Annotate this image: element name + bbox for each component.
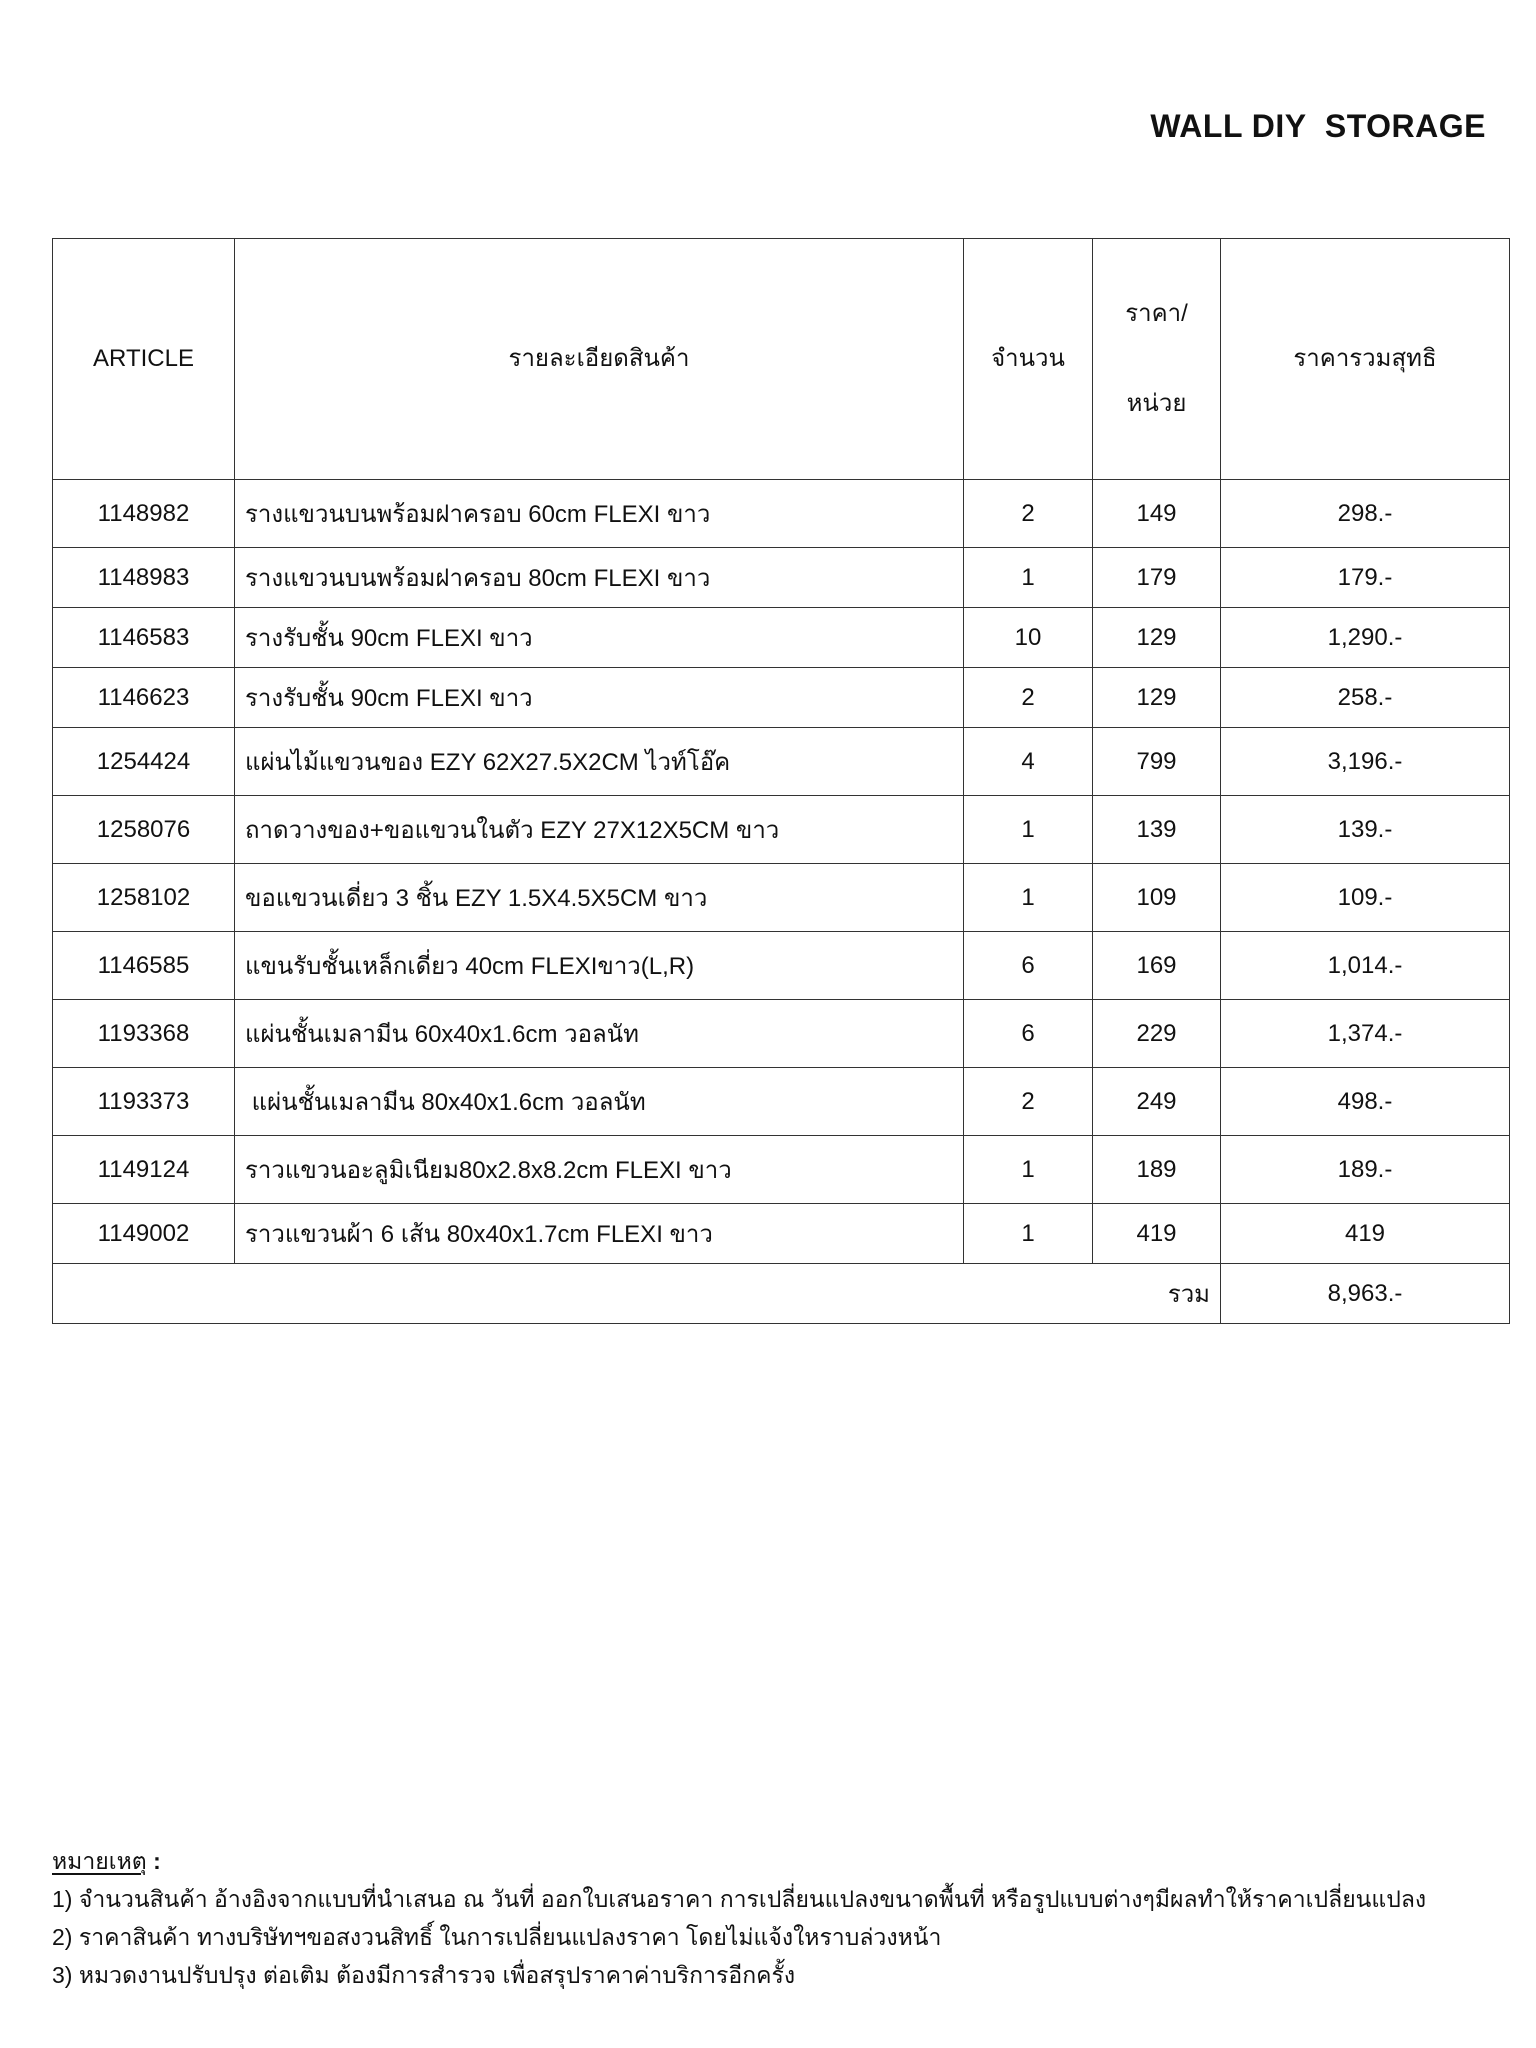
cell-article: 1148983 (53, 548, 235, 608)
cell-total: 189.- (1221, 1136, 1510, 1204)
cell-article: 1146623 (53, 668, 235, 728)
cell-article: 1193373 (53, 1068, 235, 1136)
cell-description: รางแขวนบนพร้อมฝาครอบ 80cm FLEXI ขาว (235, 548, 964, 608)
cell-article: 1146585 (53, 932, 235, 1000)
cell-description: แผ่นไม้แขวนของ EZY 62X27.5X2CM ไวท์โอ๊ค (235, 728, 964, 796)
cell-unit-price: 129 (1093, 668, 1221, 728)
cell-description: แผ่นชั้นเมลามีน 80x40x1.6cm วอลนัท (235, 1068, 964, 1136)
cell-total: 298.- (1221, 480, 1510, 548)
table-row (53, 1068, 1510, 1136)
cell-total: 419 (1221, 1204, 1510, 1264)
cell-unit-price: 169 (1093, 932, 1221, 1000)
table-row (53, 728, 1510, 796)
cell-description: ถาดวางของ+ขอแขวนในตัว EZY 27X12X5CM ขาว (235, 796, 964, 864)
total-label: รวม (53, 1264, 1221, 1324)
cell-qty: 6 (964, 1000, 1093, 1068)
cell-description: ราวแขวนผ้า 6 เส้น 80x40x1.7cm FLEXI ขาว (235, 1204, 964, 1264)
table-row (53, 1000, 1510, 1068)
cell-unit-price: 419 (1093, 1204, 1221, 1264)
cell-total: 139.- (1221, 796, 1510, 864)
table-row (53, 668, 1510, 728)
cell-qty: 1 (964, 548, 1093, 608)
cell-qty: 1 (964, 864, 1093, 932)
cell-total: 258.- (1221, 668, 1510, 728)
cell-qty: 2 (964, 668, 1093, 728)
cell-description: แผ่นชั้นเมลามีน 60x40x1.6cm วอลนัท (235, 1000, 964, 1068)
cell-qty: 1 (964, 1204, 1093, 1264)
cell-total: 498.- (1221, 1068, 1510, 1136)
cell-total: 1,014.- (1221, 932, 1510, 1000)
cell-article: 1193368 (53, 1000, 235, 1068)
table-row (53, 932, 1510, 1000)
header-unit-price-line1: ราคา/ (1125, 300, 1188, 327)
cell-total: 3,196.- (1221, 728, 1510, 796)
cell-article: 1258102 (53, 864, 235, 932)
cell-qty: 6 (964, 932, 1093, 1000)
cell-unit-price: 129 (1093, 608, 1221, 668)
table-row (53, 864, 1510, 932)
note-item: 2) ราคาสินค้า ทางบริษัทฯขอสงวนสิทธิ์ ในการเปลี่ยนแปลงราคา โดยไม่แจ้งใหราบล่วงหน้า (52, 1924, 942, 1950)
cell-unit-price: 229 (1093, 1000, 1221, 1068)
cell-description: รางรับชั้น 90cm FLEXI ขาว (235, 668, 964, 728)
quotation-table (52, 238, 1510, 1324)
note-item: 1) จำนวนสินค้า อ้างอิงจากแบบที่นำเสนอ ณ วันที่ ออกใบเสนอราคา การเปลี่ยนแปลงขนาดพื้นที่ หรือรูปแบบต่างๆมีผลทำให้ราคาเปลี่ยนแปลง (52, 1886, 1427, 1912)
header-net-total: ราคารวมสุทธิ (1221, 239, 1510, 480)
cell-unit-price: 139 (1093, 796, 1221, 864)
cell-unit-price: 149 (1093, 480, 1221, 548)
cell-article: 1149002 (53, 1204, 235, 1264)
table-row (53, 480, 1510, 548)
cell-unit-price: 799 (1093, 728, 1221, 796)
cell-article: 1148982 (53, 480, 235, 548)
document-title: WALL DIY STORAGE (1150, 108, 1486, 144)
notes-section (52, 1842, 1492, 1994)
table-row (53, 548, 1510, 608)
cell-unit-price: 189 (1093, 1136, 1221, 1204)
table-row (53, 1204, 1510, 1264)
header-qty: จำนวน (964, 239, 1093, 480)
cell-total: 1,374.- (1221, 1000, 1510, 1068)
cell-description: ขอแขวนเดี่ยว 3 ชิ้น EZY 1.5X4.5X5CM ขาว (235, 864, 964, 932)
note-item: 3) หมวดงานปรับปรุง ต่อเติม ต้องมีการสำรวจ เพื่อสรุปราคาค่าบริการอีกครั้ง (52, 1962, 796, 1988)
notes-heading-colon: : (146, 1848, 161, 1874)
cell-description: แขนรับชั้นเหล็กเดี่ยว 40cm FLEXIขาว(L,R) (235, 932, 964, 1000)
header-description: รายละเอียดสินค้า (235, 239, 964, 480)
header-unit-price-line2: หน่วย (1126, 390, 1187, 417)
cell-total: 109.- (1221, 864, 1510, 932)
cell-qty: 10 (964, 608, 1093, 668)
cell-qty: 1 (964, 796, 1093, 864)
header-unit-price (1093, 239, 1221, 480)
table-header-row (53, 239, 1510, 480)
cell-article: 1254424 (53, 728, 235, 796)
table-row (53, 1136, 1510, 1204)
cell-article: 1258076 (53, 796, 235, 864)
cell-qty: 2 (964, 1068, 1093, 1136)
notes-heading (52, 1842, 1492, 1880)
cell-qty: 1 (964, 1136, 1093, 1204)
notes-heading-text: หมายเหตุ (52, 1848, 147, 1874)
cell-unit-price: 249 (1093, 1068, 1221, 1136)
cell-article: 1149124 (53, 1136, 235, 1204)
table-row (53, 608, 1510, 668)
cell-qty: 2 (964, 480, 1093, 548)
cell-unit-price: 179 (1093, 548, 1221, 608)
cell-total: 1,290.- (1221, 608, 1510, 668)
cell-article: 1146583 (53, 608, 235, 668)
total-row (53, 1264, 1510, 1324)
cell-unit-price: 109 (1093, 864, 1221, 932)
cell-description: ราวแขวนอะลูมิเนียม80x2.8x8.2cm FLEXI ขาว (235, 1136, 964, 1204)
cell-description: รางแขวนบนพร้อมฝาครอบ 60cm FLEXI ขาว (235, 480, 964, 548)
header-article: ARTICLE (53, 239, 235, 480)
cell-total: 179.- (1221, 548, 1510, 608)
grand-total: 8,963.- (1221, 1264, 1510, 1324)
cell-description: รางรับชั้น 90cm FLEXI ขาว (235, 608, 964, 668)
table-row (53, 796, 1510, 864)
cell-qty: 4 (964, 728, 1093, 796)
